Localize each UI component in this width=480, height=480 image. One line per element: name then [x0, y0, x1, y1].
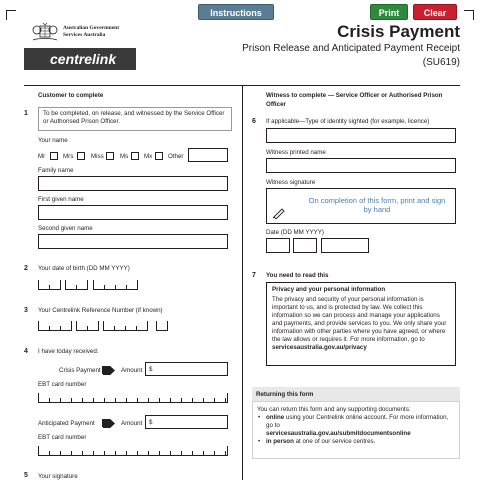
dob-day-input[interactable]: [38, 280, 61, 290]
dob-month-input[interactable]: [65, 280, 88, 290]
govt-line-1: Australian Government: [63, 25, 120, 31]
family-name-label: Family name: [38, 167, 74, 174]
bullet-icon: •: [258, 438, 261, 445]
family-name-input[interactable]: [38, 176, 228, 191]
question-2-number: 2: [24, 265, 28, 272]
witness-date-year[interactable]: [321, 238, 369, 253]
witness-date-month[interactable]: [293, 238, 317, 253]
crisis-ebt-label: EBT card number: [38, 381, 87, 388]
crisis-ebt-input[interactable]: [38, 393, 228, 403]
witness-date-day[interactable]: [266, 238, 290, 253]
sign-by-hand-note: On completion of this form, print and sign by hand: [308, 196, 446, 214]
returning-box: [252, 401, 460, 459]
form-subtitle: Prison Release and Anticipated Payment Receipt: [242, 43, 460, 54]
clear-button[interactable]: Clear: [413, 4, 457, 20]
title-mr-checkbox[interactable]: [50, 152, 58, 160]
coat-of-arms-icon: [30, 22, 60, 44]
crisis-amount-input[interactable]: [145, 362, 228, 376]
anticipated-payment-checkbox[interactable]: [102, 419, 110, 427]
title-ms-label: Ms: [120, 153, 129, 160]
privacy-box: [266, 282, 456, 366]
privacy-body: The privacy and security of your personal information is important to us, and is protected by law. We collect this information so we can process and manage your applications and payments, and provide services to you. We only share your information with other parties where you have agreed, or where the law allows or requires it. For more information, go to: [272, 296, 447, 343]
crisis-currency: $: [149, 366, 153, 373]
privacy-text: [272, 296, 450, 352]
title-mx-checkbox[interactable]: [155, 152, 163, 160]
q1-note: To be completed, on release, and witnessed by the Service Officer or Authorised Prison Officer.: [38, 107, 232, 131]
title-miss-checkbox[interactable]: [106, 152, 114, 160]
centrelink-brand-bar: centrelink: [24, 48, 136, 70]
witness-signature-label: Witness signature: [266, 179, 316, 186]
title-mrs-label: Mrs: [63, 153, 74, 160]
crop-mark-right: [464, 10, 474, 20]
govt-line-2: Services Australia: [63, 32, 106, 38]
form-code: (SU619): [422, 57, 460, 68]
witness-heading: Witness to complete — Service Officer or Authorised Prison Officer: [266, 92, 443, 108]
title-miss-label: Miss: [91, 153, 104, 160]
anticipated-amount-label: Amount: [121, 420, 143, 427]
witness-name-label: Witness printed name: [266, 149, 326, 156]
title-ms-checkbox[interactable]: [131, 152, 139, 160]
first-given-name-label: First given name: [38, 196, 84, 203]
pen-sign-icon: [272, 207, 286, 219]
returning-intro: You can return this form and any supporting documents:: [257, 406, 411, 413]
second-given-name-label: Second given name: [38, 225, 93, 232]
question-1-number: 1: [24, 110, 28, 117]
title-mx-label: Mx: [144, 153, 153, 160]
witness-date-label: Date (DD MM YYYY): [266, 229, 324, 236]
anticipated-amount-input[interactable]: [145, 415, 228, 429]
returning-item-inperson: [257, 438, 455, 446]
signature-label: Your signature: [38, 473, 78, 480]
returning-item-online: [257, 414, 455, 438]
crn-input-2[interactable]: [76, 321, 99, 331]
question-6-number: 6: [252, 118, 256, 125]
witness-name-input[interactable]: [266, 158, 456, 173]
title-other-label: Other: [168, 153, 184, 160]
first-given-name-input[interactable]: [38, 205, 228, 220]
privacy-link[interactable]: servicesaustralia.gov.au/privacy: [272, 344, 367, 351]
crisis-payment-checkbox[interactable]: [102, 366, 110, 374]
anticipated-payment-label: Anticipated Payment: [38, 420, 95, 427]
form-title: Crisis Payment: [337, 22, 460, 41]
crn-input-1[interactable]: [38, 321, 72, 331]
second-given-name-input[interactable]: [38, 234, 228, 249]
question-5-number: 5: [24, 472, 28, 479]
dob-year-input[interactable]: [93, 280, 138, 290]
received-label: I have today received:: [38, 348, 99, 355]
government-wordmark: [63, 25, 119, 39]
returning-heading: Returning this form: [256, 391, 314, 398]
inperson-text: at one of our service centres.: [293, 438, 376, 445]
anticipated-ebt-input[interactable]: [38, 446, 228, 456]
identity-label: If applicable—Type of identity sighted (for example, licence): [266, 118, 430, 125]
title-mrs-checkbox[interactable]: [77, 152, 85, 160]
question-3-number: 3: [24, 307, 28, 314]
crisis-amount-label: Amount: [121, 367, 143, 374]
anticipated-ebt-label: EBT card number: [38, 434, 87, 441]
crn-input-3[interactable]: [103, 321, 148, 331]
inperson-bold: in person: [266, 438, 294, 445]
your-name-label: Your name: [38, 137, 68, 144]
privacy-heading: Privacy and your personal information: [272, 286, 386, 293]
dob-label: Your date of birth (DD MM YYYY): [38, 265, 130, 272]
print-button[interactable]: Print: [370, 4, 408, 20]
witness-signature-box: [266, 188, 456, 224]
question-4-number: 4: [24, 348, 28, 355]
online-text: using your Centrelink online account. For more information, go to: [266, 414, 449, 429]
question-7-number: 7: [252, 272, 256, 279]
crisis-payment-label: Crisis Payment: [59, 367, 101, 374]
title-mr-label: Mr: [38, 153, 46, 160]
online-link[interactable]: servicesaustralia.gov.au/submitdocumentsonline: [266, 430, 411, 437]
crn-input-4[interactable]: [156, 321, 168, 331]
online-bold: online: [266, 414, 285, 421]
crn-label: Your Centrelink Reference Number (if known): [38, 307, 163, 314]
read-this-label: You need to read this: [266, 272, 329, 279]
customer-heading: Customer to complete: [38, 92, 104, 99]
column-divider: [242, 86, 243, 480]
title-other-input[interactable]: [188, 148, 228, 162]
bullet-icon: •: [258, 414, 261, 421]
instructions-button[interactable]: Instructions: [198, 4, 274, 20]
crop-mark-left: [6, 10, 16, 20]
identity-input[interactable]: [266, 128, 456, 143]
anticipated-currency: $: [149, 419, 153, 426]
